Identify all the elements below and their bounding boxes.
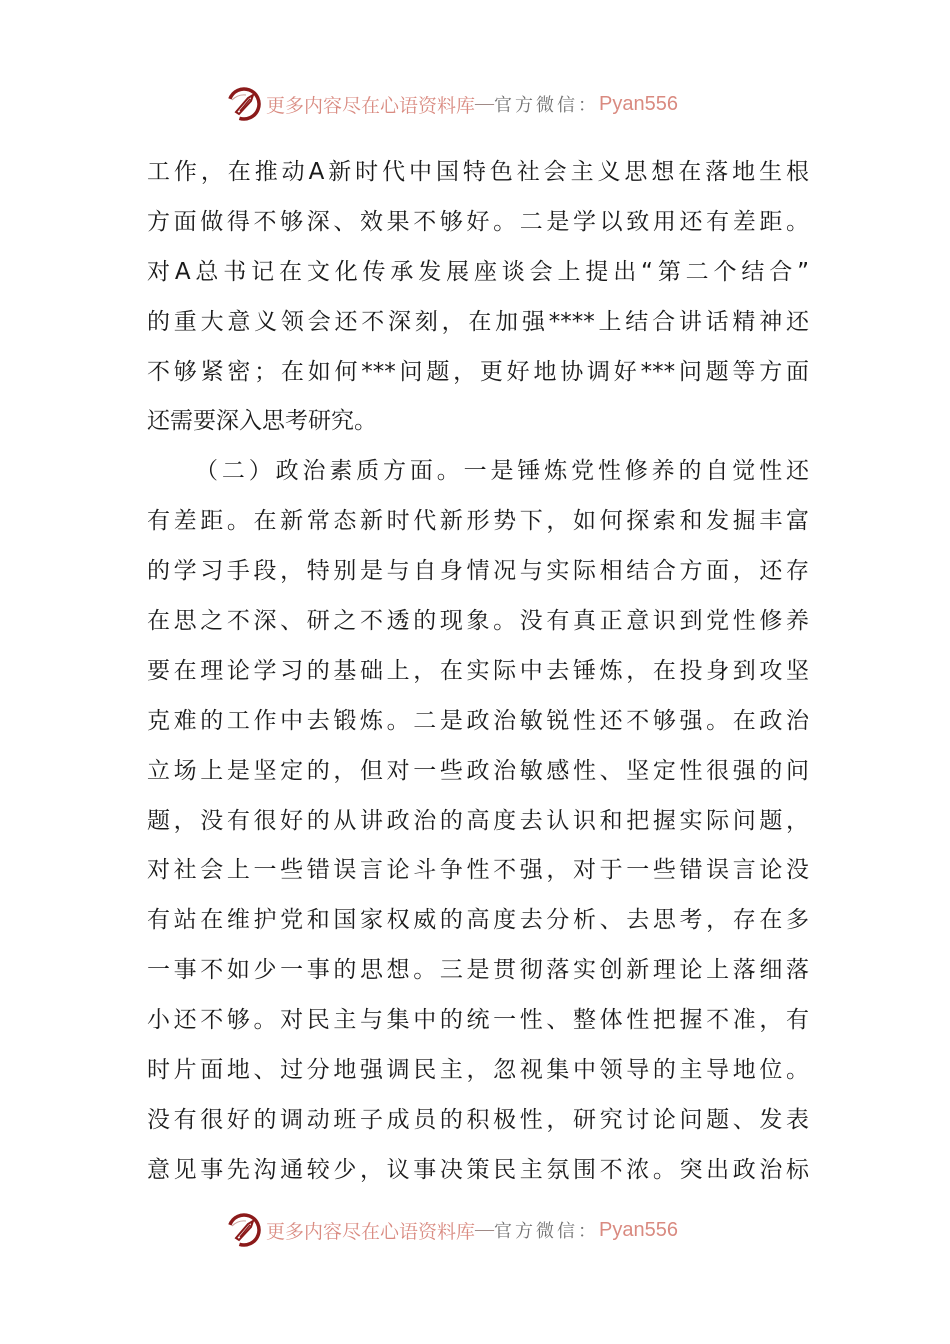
- text-line: 工作，在推动A新时代中国特色社会主义思想在落地生根: [147, 159, 809, 185]
- banner-dash: —: [475, 1219, 495, 1240]
- footer-banner: [226, 1210, 726, 1250]
- text-line: 题，没有很好的从讲政治的高度去认识和把握实际问题，: [147, 807, 809, 834]
- text-line: 一事不如少一事的思想。三是贯彻落实创新理论上落细落: [147, 957, 809, 984]
- site-name: 更多内容尽在心语资料库: [266, 94, 476, 117]
- wechat-id: Pyan556: [599, 92, 678, 115]
- text-line: 在思之不深、研之不透的现象。没有真正意识到党性修养: [147, 608, 809, 635]
- text-line: 的重大意义领会还不深刻，在加强****上结合讲话精神还: [147, 308, 809, 335]
- text-line: 时片面地、过分地强调民主，忽视集中领导的主导地位。: [147, 1057, 809, 1084]
- text-line: 要在理论学习的基础上，在实际中去锤炼，在投身到攻坚: [147, 657, 809, 684]
- text-line: 小还不够。对民主与集中的统一性、整体性把握不准，有: [147, 1007, 809, 1034]
- text-line: 克难的工作中去锻炼。二是政治敏锐性还不够强。在政治: [147, 707, 809, 734]
- pen-nib-logo-icon: [226, 86, 262, 122]
- text-line: 还需要深入思考研究。: [147, 408, 377, 435]
- text-line: 对A总书记在文化传承发展座谈会上提出“第二个结合”: [147, 258, 809, 285]
- text-line: 有差距。在新常态新时代新形势下，如何探索和发掘丰富: [147, 508, 809, 535]
- header-banner: [226, 84, 726, 124]
- text-line: 有站在维护党和国家权威的高度去分析、去思考，存在多: [147, 907, 809, 934]
- text-line: 意见事先沟通较少，议事决策民主氛围不浓。突出政治标: [147, 1156, 809, 1183]
- text-line: 不够紧密；在如何***问题，更好地协调好***问题等方面: [147, 358, 809, 385]
- wechat-label: 官方微信：: [494, 1221, 600, 1242]
- text-line: 方面做得不够深、效果不够好。二是学以致用还有差距。: [147, 208, 809, 235]
- text-line: 的学习手段，特别是与自身情况与实际相结合方面，还存: [147, 558, 809, 585]
- text-line: 立场上是坚定的，但对一些政治敏感性、坚定性很强的问: [147, 757, 809, 784]
- wechat-label: 官方微信：: [494, 95, 600, 116]
- document-body: [147, 148, 809, 1196]
- banner-dash: —: [475, 93, 495, 114]
- section-heading-line: （二）政治素质方面。一是锤炼党性修养的自觉性还: [195, 458, 809, 485]
- wechat-id: Pyan556: [599, 1218, 678, 1241]
- site-name: 更多内容尽在心语资料库: [266, 1220, 476, 1243]
- pen-nib-logo-icon: [226, 1212, 262, 1248]
- text-line: 没有很好的调动班子成员的积极性，研究讨论问题、发表: [147, 1106, 809, 1133]
- text-line: 对社会上一些错误言论斗争性不强，对于一些错误言论没: [147, 857, 809, 884]
